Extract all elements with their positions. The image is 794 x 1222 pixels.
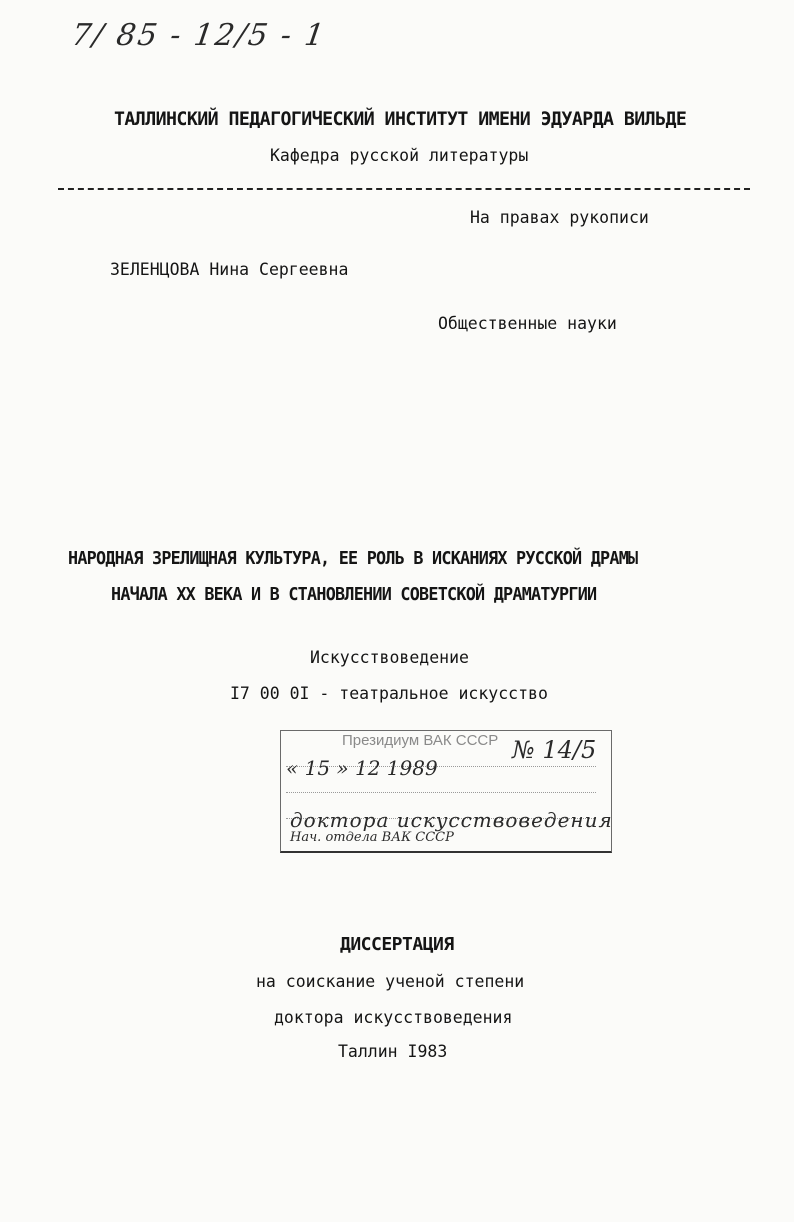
specialty-area: Искусствоведение (310, 648, 469, 667)
specialty-code: I7 00 0I - театральное искусство (230, 684, 548, 703)
handwritten-reference: 7/ 85 - 12/5 - 1 (69, 18, 329, 53)
author-name: ЗЕЛЕНЦОВА Нина Сергеевна (110, 260, 349, 279)
stamp-degree-line: доктора искусствоведения (290, 808, 613, 832)
document-type: ДИССЕРТАЦИЯ (340, 934, 454, 955)
stamp-header: Президиум ВАК СССР (342, 732, 499, 749)
stamp-decision-number: № 14/5 (512, 736, 597, 764)
degree-line-2: доктора искусствоведения (274, 1008, 513, 1027)
department-name: Кафедра русской литературы (270, 146, 529, 165)
vak-approval-stamp (276, 722, 612, 854)
header-divider (58, 188, 750, 190)
city-and-year: Таллин I983 (338, 1042, 448, 1061)
degree-line-1: на соискание ученой степени (256, 972, 525, 991)
institute-name: ТАЛЛИНСКИЙ ПЕДАГОГИЧЕСКИЙ ИНСТИТУТ ИМЕНИ ЭДУАРДА ВИЛЬДЕ (114, 108, 687, 130)
stamp-signature-line: Нач. отдела ВАК СССР (290, 830, 454, 845)
manuscript-rights: На правах рукописи (470, 208, 649, 227)
field-of-science: Общественные науки (438, 314, 617, 333)
stamp-decision-date: « 15 » 12 1989 (286, 756, 438, 780)
stamp-guide-line (286, 792, 596, 793)
thesis-title-line-2: НАЧАЛА XX ВЕКА И В СТАНОВЛЕНИИ СОВЕТСКОЙ ДРАМАТУРГИИ (111, 584, 597, 605)
thesis-title-line-1: НАРОДНАЯ ЗРЕЛИЩНАЯ КУЛЬТУРА, ЕЕ РОЛЬ В ИСКАНИЯХ РУССКОЙ ДРАМЫ (68, 548, 638, 569)
